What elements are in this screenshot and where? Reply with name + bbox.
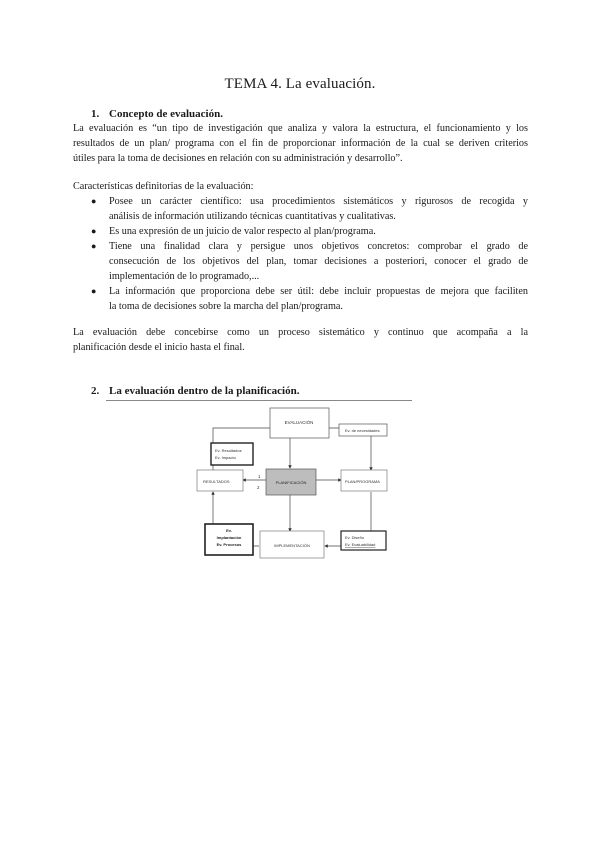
section-2-title: La evaluación dentro de la planificación.: [109, 385, 300, 397]
diagram-box-implementacion: [260, 531, 324, 558]
bullet-icon: ●: [91, 241, 97, 251]
closing-line: La evaluación debe concebirse como un proceso sistemático y continuo que acompaña a la: [73, 327, 528, 338]
diagram-box-ev-necesidades: [339, 424, 387, 436]
diagram-box-label: PLANIFICACIÓN: [275, 480, 307, 485]
list-item: [73, 284, 528, 314]
diagram-box-label: Ev. Diseño: [345, 535, 365, 540]
closing-line: planificación desde el inicio hasta el final.: [73, 342, 245, 353]
loop-marker: 1: [258, 474, 261, 479]
list-item-line: Posee un carácter científico: usa procedimientos sistemáticos y rigurosos de recogida y: [109, 196, 528, 207]
definition-line: resultados de un plan/ programa con el fin de proporcionar información de la cual se deriven criterios: [73, 138, 528, 149]
diagram-box-label: Ev. de necesidades: [345, 428, 380, 433]
list-item-line: implementación de lo programado,...: [109, 271, 260, 282]
diagram-box-ev-resultados: [211, 443, 253, 465]
list-item-line: Tiene una finalidad clara y persigue unos objetivos concretos: comprobar el grado de: [109, 241, 528, 252]
list-item-line: análisis de información utilizando técnicas cuantitativas y cualitativas.: [109, 211, 396, 222]
list-item: [73, 194, 528, 224]
diagram-box-plan-programa: [341, 470, 387, 491]
diagram-box-label: EVALUACIÓN: [284, 420, 314, 425]
bullet-icon: ●: [91, 226, 97, 236]
diagram-box-label: Ev. Procesos: [216, 542, 242, 547]
definition-line: útiles para la toma de decisiones en relación con su administración y desarrollo”.: [73, 153, 403, 164]
loop-marker: 2: [257, 485, 260, 490]
diagram-box-label: PLAN/PROGRAMA: [345, 479, 380, 484]
section-1-title: Concepto de evaluación.: [109, 108, 223, 120]
section-1-heading: [91, 108, 223, 120]
closing-paragraph: [73, 325, 528, 355]
characteristics-list: [73, 194, 528, 314]
diagram-box-label: IMPLEMENTACIÓN: [274, 543, 310, 548]
planning-diagram: [193, 400, 393, 570]
list-item-line: Es una expresión de un juicio de valor respecto al plan/programa.: [109, 226, 376, 237]
diagram-box-evaluacion: [270, 408, 329, 438]
diagram-box-label: Ev. Evaluabilidad: [345, 542, 376, 547]
section-2-number: 2.: [91, 385, 100, 397]
section-1-number: 1.: [91, 108, 100, 120]
list-item-line: La información que proporciona debe ser útil: debe incluir propuestas de mejora que faciliten: [109, 286, 528, 297]
diagram-box-ev-implantacion: [205, 524, 253, 555]
characteristics-intro: [73, 179, 528, 194]
characteristics-intro-text: Características definitorias de la evaluación:: [73, 181, 254, 192]
document-title: TEMA 4. La evaluación.: [224, 76, 376, 92]
list-item: [73, 224, 528, 239]
list-item: [73, 239, 528, 284]
definition-line: La evaluación es “un tipo de investigación que analiza y valora la estructura, el funcionamiento y los: [73, 123, 528, 134]
diagram-box-ev-diseno: [341, 531, 386, 550]
diagram-box-label: Ev.: [226, 528, 232, 533]
list-item-line: consecución de los objetivos del plan, tomar decisiones a posteriori, conocer el grado de: [109, 256, 528, 267]
diagram-box-label: Implantación: [216, 535, 242, 540]
bullet-icon: ●: [91, 286, 97, 296]
diagram-box-label: RESULTADOS: [203, 479, 230, 484]
list-item-line: la toma de decisiones sobre la marcha del plan/programa.: [109, 301, 343, 312]
diagram-box-label: Ev. Resultados: [215, 448, 242, 453]
diagram-box-label: Ev. Impacto: [215, 455, 236, 460]
section-2-heading: [91, 385, 299, 397]
bullet-icon: ●: [91, 196, 97, 206]
definition-paragraph: [73, 121, 528, 166]
diagram-box-planificacion: [266, 469, 316, 495]
diagram-box-resultados: [197, 470, 243, 491]
